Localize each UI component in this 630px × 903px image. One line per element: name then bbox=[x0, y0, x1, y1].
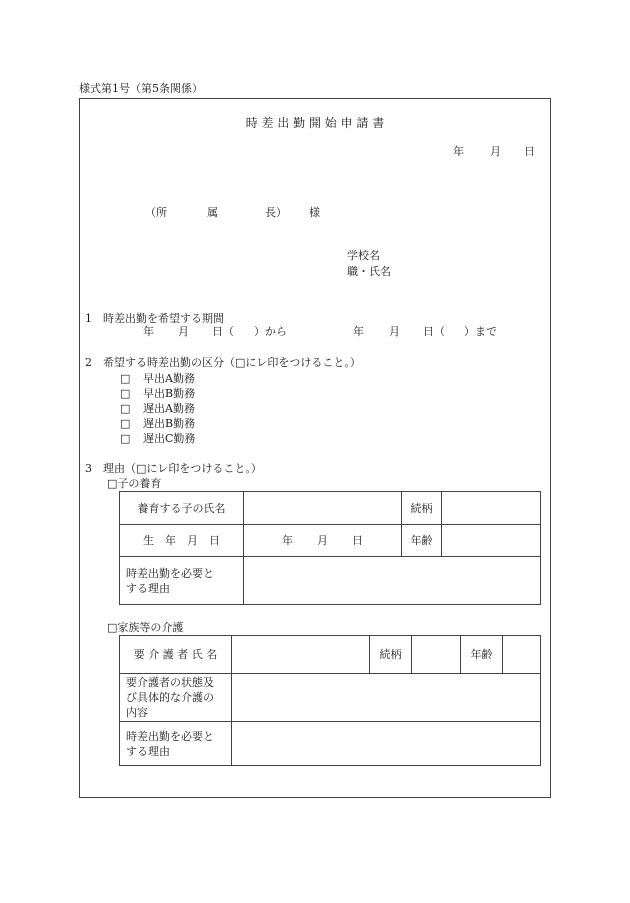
period-from-day: 日（ bbox=[212, 325, 234, 338]
birth-year-unit: 年 bbox=[282, 534, 293, 547]
child-age-label: 年齢 bbox=[402, 525, 442, 557]
form-number: 様式第1号（第5条関係） bbox=[79, 82, 203, 95]
shift-option-label: 遅出C勤務 bbox=[143, 432, 196, 445]
date-year: 年 bbox=[453, 145, 464, 158]
care-condition-label-line: び具体的な介護の bbox=[126, 691, 214, 704]
addressee-close: 長） bbox=[265, 206, 287, 219]
care-reason-field[interactable] bbox=[232, 722, 541, 766]
child-relation-field[interactable] bbox=[442, 492, 541, 525]
care-recipient-name-label: 要 介 護 者 氏 名 bbox=[120, 636, 232, 674]
form-title: 時 差 出 勤 開 始 申 請 書 bbox=[245, 116, 385, 130]
date-month: 月 bbox=[490, 145, 501, 158]
care-reason-label bbox=[120, 722, 232, 766]
section1-heading: 1 時差出勤を希望する期間 bbox=[85, 312, 224, 325]
period-to-year: 年 bbox=[353, 325, 364, 338]
child-relation-label: 続柄 bbox=[402, 492, 442, 525]
care-condition-label-line: 内容 bbox=[126, 706, 148, 719]
child-reason-row bbox=[120, 557, 541, 605]
shift-option-checkbox[interactable]: □ bbox=[120, 372, 131, 385]
shift-option-label: 遅出B勤務 bbox=[143, 417, 196, 430]
addressee-open: （所 bbox=[145, 206, 167, 219]
care-reason-label-line: する理由 bbox=[126, 744, 170, 758]
period-to-month: 月 bbox=[389, 325, 400, 338]
care-name-row bbox=[120, 636, 541, 674]
care-condition-label-line: 要介護者の状態及 bbox=[126, 676, 214, 689]
shift-option-label: 早出B勤務 bbox=[143, 387, 196, 400]
family-care-table bbox=[119, 635, 541, 766]
care-condition-field[interactable] bbox=[232, 674, 541, 722]
birth-month-unit: 月 bbox=[317, 534, 328, 547]
care-reason-row bbox=[120, 722, 541, 766]
position-name-label: 職・氏名 bbox=[347, 265, 391, 278]
period-from-month: 月 bbox=[178, 325, 189, 338]
shift-option-checkbox[interactable]: □ bbox=[120, 432, 131, 445]
birth-day-unit: 日 bbox=[352, 534, 363, 547]
child-birth-label: 生 年 月 日 bbox=[120, 525, 244, 557]
period-to-suffix: ）まで bbox=[464, 325, 497, 338]
section3-heading: 3 理由（□にレ印をつけること。） bbox=[85, 462, 262, 475]
care-reason-label-line: 時差出勤を必要と bbox=[126, 729, 214, 743]
shift-option-checkbox[interactable]: □ bbox=[120, 402, 131, 415]
child-age-field[interactable] bbox=[442, 525, 541, 557]
care-recipient-name-field[interactable] bbox=[232, 636, 370, 674]
period-to-day: 日（ bbox=[423, 325, 445, 338]
period-from-suffix: ）から bbox=[254, 325, 287, 338]
child-reason-label-line: する理由 bbox=[126, 581, 170, 595]
child-reason-label bbox=[120, 557, 244, 605]
child-care-table bbox=[119, 491, 541, 605]
child-birth-row bbox=[120, 525, 541, 557]
addressee-mid: 属 bbox=[207, 206, 218, 219]
care-age-field[interactable] bbox=[503, 636, 541, 674]
shift-option-checkbox[interactable]: □ bbox=[120, 387, 131, 400]
care-age-label: 年齢 bbox=[461, 636, 503, 674]
child-reason-field[interactable] bbox=[244, 557, 541, 605]
child-care-checkbox-label[interactable]: □子の養育 bbox=[107, 477, 162, 490]
period-from-year: 年 bbox=[143, 325, 154, 338]
child-birth-date-field[interactable] bbox=[244, 525, 402, 557]
section2-heading: 2 希望する時差出勤の区分（□にレ印をつけること。） bbox=[85, 356, 361, 369]
family-care-checkbox-label[interactable]: □家族等の介護 bbox=[107, 621, 184, 634]
child-reason-label-line: 時差出勤を必要と bbox=[126, 566, 214, 580]
care-relation-field[interactable] bbox=[412, 636, 461, 674]
shift-option-label: 早出A勤務 bbox=[143, 372, 195, 385]
date-day: 日 bbox=[524, 145, 535, 158]
child-name-row bbox=[120, 492, 541, 525]
care-relation-label: 続柄 bbox=[370, 636, 412, 674]
shift-option-label: 遅出A勤務 bbox=[143, 402, 195, 415]
addressee-suffix: 様 bbox=[309, 206, 320, 219]
care-condition-label bbox=[120, 674, 232, 722]
child-name-label: 養育する子の氏名 bbox=[120, 492, 244, 525]
child-name-field[interactable] bbox=[244, 492, 402, 525]
shift-option-checkbox[interactable]: □ bbox=[120, 417, 131, 430]
school-name-label: 学校名 bbox=[347, 249, 380, 262]
care-condition-row bbox=[120, 674, 541, 722]
